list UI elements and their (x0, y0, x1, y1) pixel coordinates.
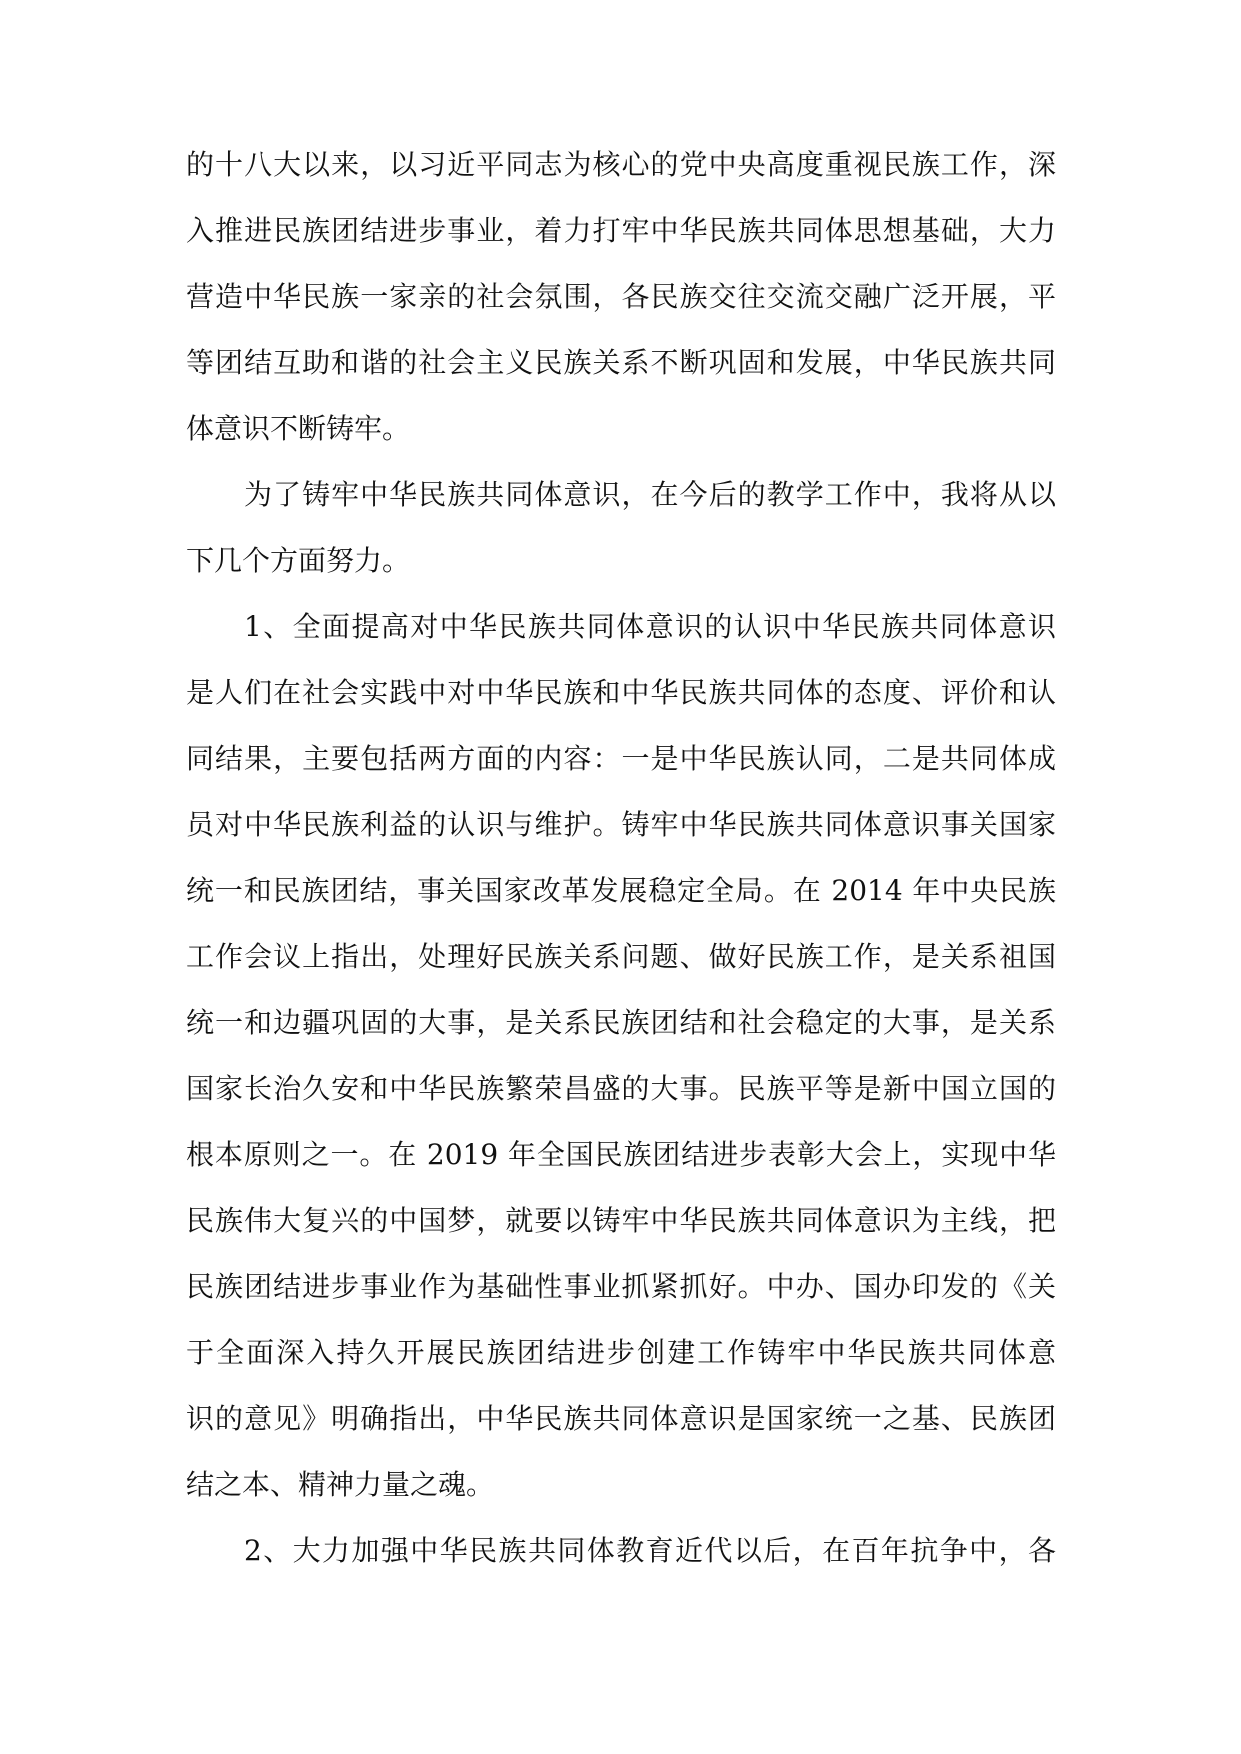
text-line: 员对中华民族利益的认识与维护。铸牢中华民族共同体意识事关国家 (186, 808, 1056, 841)
text-line: 等团结互助和谐的社会主义民族关系不断巩固和发展，中华民族共同 (186, 346, 1056, 379)
text-line: 民族团结进步事业作为基础性事业抓紧抓好。中办、国办印发的《关 (186, 1270, 1056, 1303)
text-line: 工作会议上指出，处理好民族关系问题、做好民族工作，是关系祖国 (186, 940, 1056, 973)
text-line: 入推进民族团结进步事业，着力打牢中华民族共同体思想基础，大力 (186, 214, 1056, 247)
text-line: 民族伟大复兴的中国梦，就要以铸牢中华民族共同体意识为主线，把 (186, 1204, 1056, 1237)
text-line: 的十八大以来，以习近平同志为核心的党中央高度重视民族工作，深 (186, 148, 1056, 181)
text-line: 根本原则之一。在 2019 年全国民族团结进步表彰大会上，实现中华 (186, 1138, 1056, 1171)
text-line: 统一和边疆巩固的大事，是关系民族团结和社会稳定的大事，是关系 (186, 1006, 1056, 1039)
text-line: 是人们在社会实践中对中华民族和中华民族共同体的态度、评价和认 (186, 676, 1056, 709)
text-line: 识的意见》明确指出，中华民族共同体意识是国家统一之基、民族团 (186, 1402, 1056, 1435)
text-line: 同结果，主要包括两方面的内容：一是中华民族认同，二是共同体成 (186, 742, 1056, 775)
text-line: 体意识不断铸牢。 (186, 412, 411, 445)
text-line: 下几个方面努力。 (186, 544, 411, 577)
text-line: 为了铸牢中华民族共同体意识，在今后的教学工作中，我将从以 (244, 478, 1056, 511)
text-line: 国家长治久安和中华民族繁荣昌盛的大事。民族平等是新中国立国的 (186, 1072, 1056, 1105)
text-line: 于全面深入持久开展民族团结进步创建工作铸牢中华民族共同体意 (186, 1336, 1056, 1369)
text-line: 统一和民族团结，事关国家改革发展稳定全局。在 2014 年中央民族 (186, 874, 1056, 907)
text-line: 1、全面提高对中华民族共同体意识的认识中华民族共同体意识 (244, 610, 1056, 643)
text-line: 结之本、精神力量之魂。 (186, 1468, 495, 1501)
text-line: 2、大力加强中华民族共同体教育近代以后，在百年抗争中，各 (244, 1534, 1056, 1567)
text-line: 营造中华民族一家亲的社会氛围，各民族交往交流交融广泛开展，平 (186, 280, 1056, 313)
